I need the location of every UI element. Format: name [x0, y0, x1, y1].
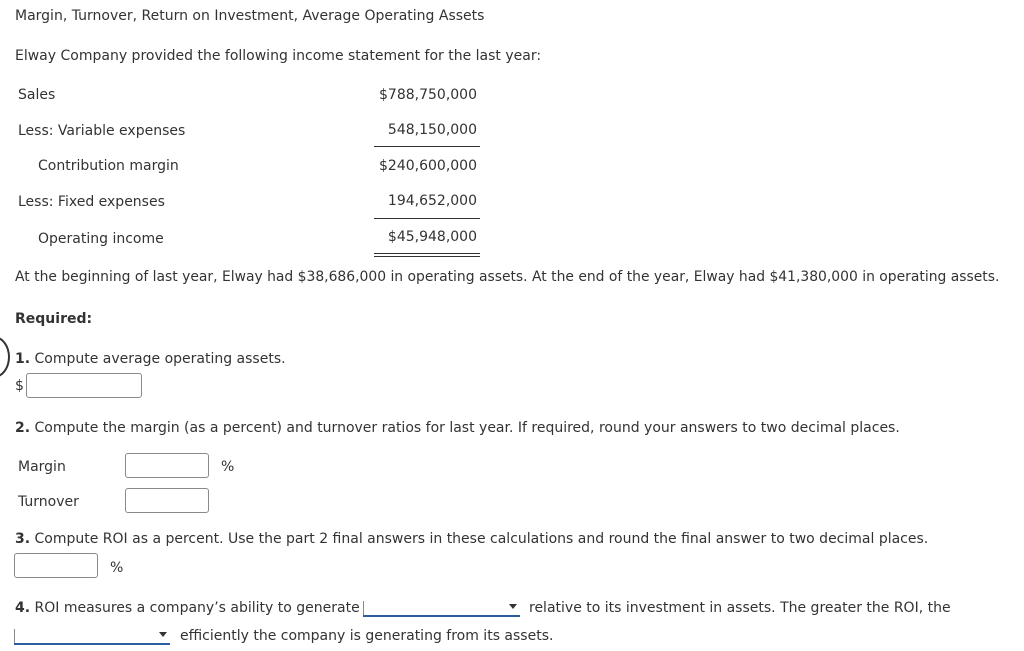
generate-dropdown[interactable]	[363, 599, 520, 617]
roi-input[interactable]	[14, 553, 98, 578]
question-number: 1.	[15, 351, 31, 367]
page-title: Margin, Turnover, Return on Investment, Average Operating Assets	[15, 8, 485, 24]
question-3	[15, 531, 928, 547]
turnover-input[interactable]	[125, 488, 209, 513]
contribution-margin-value: $240,600,000	[379, 158, 477, 174]
currency-symbol: $	[15, 378, 24, 394]
cursor-marker	[0, 336, 10, 378]
turnover-label: Turnover	[18, 494, 79, 510]
dropdown-edge	[14, 629, 15, 643]
operating-assets-text: At the beginning of last year, Elway had $38,686,000 in operating assets. At the end of the year, Elway had $41,380,000 in operating assets.	[15, 269, 1000, 285]
question-2	[15, 420, 900, 436]
subtotal-rule	[374, 146, 480, 147]
question-text: Compute ROI as a percent. Use the part 2 final answers in these calculations and round the final answer to two decimal places.	[34, 531, 929, 547]
roi-percent-sign: %	[110, 560, 124, 576]
question-text: Compute average operating assets.	[34, 351, 286, 367]
efficiency-dropdown[interactable]	[14, 627, 170, 645]
margin-label: Margin	[18, 459, 66, 475]
chevron-down-icon	[509, 604, 517, 609]
question-4-lead	[15, 600, 360, 616]
margin-percent-sign: %	[221, 459, 235, 475]
contribution-margin-label: Contribution margin	[38, 158, 179, 174]
operating-income-label: Operating income	[38, 231, 164, 247]
operating-income-value: $45,948,000	[387, 229, 477, 245]
subtotal-rule	[374, 218, 480, 219]
required-heading: Required:	[15, 311, 93, 327]
intro-text: Elway Company provided the following income statement for the last year:	[15, 48, 542, 64]
margin-input[interactable]	[125, 453, 209, 478]
question-4-middle: relative to its investment in assets. The greater the ROI, the	[529, 600, 951, 616]
question-text: Compute the margin (as a percent) and turnover ratios for last year. If required, round your answers to two decimal places.	[34, 420, 900, 436]
question-number: 3.	[15, 531, 31, 547]
chevron-down-icon	[159, 632, 167, 637]
total-double-rule	[374, 253, 480, 257]
question-number: 2.	[15, 420, 31, 436]
fixed-expenses-value: 194,652,000	[387, 193, 477, 209]
average-operating-assets-input[interactable]	[26, 373, 142, 398]
sales-value: $788,750,000	[379, 87, 477, 103]
dropdown-edge	[363, 601, 364, 615]
question-number: 4.	[15, 600, 31, 616]
variable-expenses-value: 548,150,000	[387, 122, 477, 138]
sales-label: Sales	[18, 87, 56, 103]
question-4-end: efficiently the company is generating from its assets.	[180, 628, 554, 644]
question-text: ROI measures a company’s ability to generate	[34, 600, 360, 616]
variable-expenses-label: Less: Variable expenses	[18, 123, 186, 139]
question-1	[15, 351, 286, 367]
fixed-expenses-label: Less: Fixed expenses	[18, 194, 165, 210]
